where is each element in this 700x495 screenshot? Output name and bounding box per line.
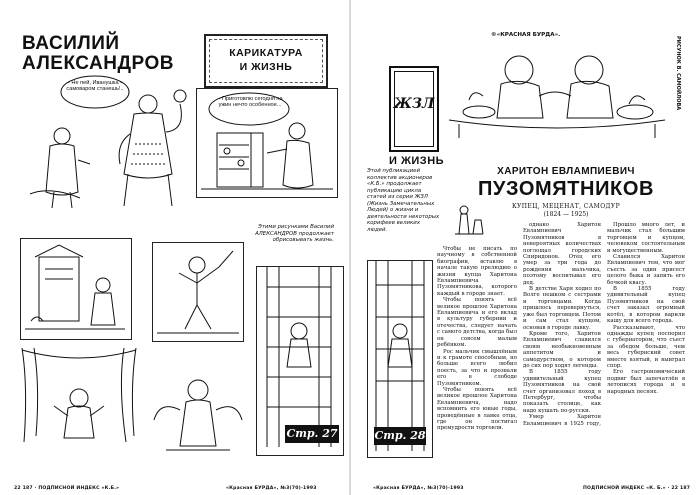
section-title-line1: КАРИКАТУРА: [229, 47, 303, 59]
section-title-box: [204, 34, 328, 88]
subject-years: (1824 — 1925): [543, 211, 589, 218]
cartoon-caption-samovar: – Не пей, Иванушка – самоваром станешь!..: [66, 80, 124, 93]
drawings-caption: Этими рисунками Василий АЛЕКСАНДРОВ продолжает обрисовывать жизнь.: [255, 224, 334, 243]
article-column-1: Чтобы не писать по научному в собственной биографии, вставлю в начале такую прелюдию о жизни купца Харитона Евлампиевича Пузомятникова, которого каждый в городе знает. Чтобы понять всё великое прошлое Харитона Евлампиевича и его вклад в культуру губернии и отечества, следует начать с самого детства, когда был он совсем малым ребёнком. Рос мальчик смышлёным и к грамоте способным, но больше всего любил поесть, за что и прозвали его в слободе Пузомятником. Чтобы понять всё великое прошлое Харитона Евлампиевича, надо вспомнить его юные годы, проведённые в лавке отца, где он постигал премудрости торговли.: [437, 246, 517, 432]
cartoon-angel: [146, 360, 250, 456]
jzl-frame: [389, 66, 439, 152]
footer-right-index: ПОДПИСНОЙ ИНДЕКС «К. Б.» · 22 187: [583, 486, 691, 491]
series-intro-caption: Этой публикацией коллектив акционеров «К.Б.» продолжает публикацию цикла статей из серии ЖЗЛ (Жизнь Замечательных Людей) о жизни и деятельности некоторых корифеев великих людей.: [367, 168, 440, 233]
cartoon-booth: [20, 238, 132, 340]
author-name-last: АЛЕКСАНДРОВ: [22, 53, 174, 74]
right-page-tower-illustration: [367, 260, 433, 458]
right-page: [351, 0, 700, 495]
cartoon-samovar: [20, 74, 195, 214]
cartoon-fridge: [196, 88, 338, 198]
footer-right-issue: «Красная БУРДА», №3(70)-1993: [373, 486, 464, 491]
cartoon-tower: [256, 266, 344, 456]
subject-surname: ПУЗОМЯТНИКОВ: [477, 178, 655, 200]
footer-left-index: 22 187 · ПОДПИСНОЙ ИНДЕКС «К.Б.»: [14, 486, 120, 491]
article-column-3: Прошло много лет, и мальчик стал большим торговцем и купцом, человеком состоятельным и могущественным. Славился Харитон Евлампиевич тем, что мог съесть за один присест целого быка и запить его бочкой квасу. В 1855 году удивительный купец Пузомятников на свой счет заказал огромный котёл, в котором варили кашу для всего города. Рассказывают, что однажды купец поспорил с губернатором, что съест за обедом больше, чем весь губернский совет вместе взятый, и выиграл спор. Его гастрономический подвиг был запечатлён в летописях города и в народных песнях.: [607, 222, 685, 395]
author-name-first: ВАСИЛИЙ: [22, 33, 120, 54]
still-life-sketch: [449, 198, 489, 238]
left-page: [0, 0, 349, 495]
and-life-label: И ЖИЗНЬ: [389, 155, 445, 167]
page-badge-left: Стр. 27: [285, 425, 339, 443]
cartoon-conductor: [152, 242, 244, 342]
page-badge-right: Стр. 28: [374, 427, 426, 445]
subject-occupation: КУПЕЦ, МЕЦЕНАТ, САМОДУР: [511, 203, 620, 210]
section-title-line2: И ЖИЗНЬ: [239, 61, 293, 73]
jzl-monogram: ЖЗЛ: [393, 96, 435, 112]
illustration-credit: РИСУНОК В. САМОЙЛОВА: [675, 36, 681, 111]
footer-left-issue: «Красная БУРДА», №3(70)-1993: [226, 486, 317, 491]
article-column-2: однако Харитон Евлампиевич Пузомятников в невероятных количествах поглощал городских Спиридонов. Отец его умер за три года до рождения мальчика, поэтому воспитывал его дед. В детстве Харя ходил по Волге пешком с сестрами и торговцами. Когда пришлось перевернуться, уже был торговцем. Потом и сам стал купцом, основав в городе лавку. Кроме того, Харитон Евлампиевич славился своим необыкновенным аппетитом и самодурством, о котором до сих пор ходят легенды. В 1855 году удивительный купец Пузомятников на свой счет организовал поход в Петербург, чтобы показать столице, как надо кушать по-русски. Умер Харитон Евлампиевич в 1925 году,: [523, 222, 601, 427]
copyright-label: ©«КРАСНАЯ БУРДА».: [491, 32, 561, 38]
subject-first-names: ХАРИТОН ЕВЛАМПИЕВИЧ: [497, 166, 635, 177]
banquet-illustration: [439, 40, 675, 140]
cartoon-caption-fridge: – Приготовлю сегодня на ужин нечто особенное...: [217, 96, 283, 109]
cartoon-stage: [20, 346, 138, 446]
